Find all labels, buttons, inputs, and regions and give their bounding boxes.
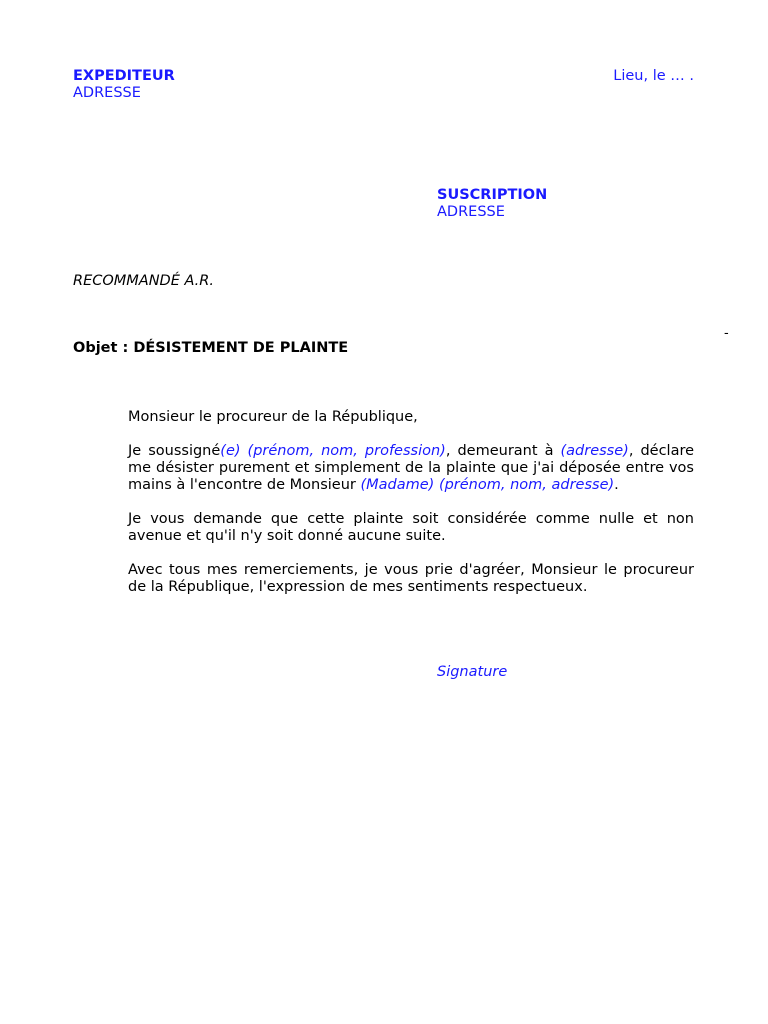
declaration-text-1: Je soussigné bbox=[128, 443, 221, 459]
recipient-name: SUSCRIPTION bbox=[437, 187, 548, 203]
margin-mark: - bbox=[724, 326, 729, 341]
paragraph-closing: Avec tous mes remerciements, je vous prie d'agréer, Monsieur le procureur de la République, l'expression de mes sentiments respectueux. bbox=[128, 562, 694, 595]
place-date: Lieu, le … . bbox=[613, 68, 694, 84]
recipient-block bbox=[437, 187, 547, 221]
declaration-text-2: , demeurant à bbox=[445, 443, 561, 459]
sender-block bbox=[73, 68, 175, 102]
declaration-text-3: , déclare me désister purement et simplement de la plainte que j'ai déposée entre vos mains à l'encontre de Monsieur bbox=[128, 443, 695, 493]
paragraph-declaration bbox=[128, 443, 694, 494]
subject-label: Objet : bbox=[73, 340, 134, 356]
sender-address: ADRESSE bbox=[73, 85, 141, 101]
declaration-text-4: . bbox=[614, 477, 619, 493]
letter-body bbox=[128, 409, 694, 613]
recipient-address: ADRESSE bbox=[437, 204, 505, 220]
signature-placeholder: Signature bbox=[437, 664, 508, 680]
paragraph-request: Je vous demande que cette plainte soit considérée comme nulle et non avenue et qu'il n'y soit donné aucune suite. bbox=[128, 511, 694, 544]
subject-text: DÉSISTEMENT DE PLAINTE bbox=[133, 340, 349, 356]
registered-mail-note: RECOMMANDÉ A.R. bbox=[73, 273, 214, 289]
placeholder-defendant: (Madame) (prénom, nom, adresse) bbox=[360, 477, 615, 493]
salutation: Monsieur le procureur de la République, bbox=[128, 409, 418, 425]
subject-line bbox=[73, 340, 348, 357]
placeholder-identity: (e) (prénom, nom, profession) bbox=[220, 443, 446, 459]
placeholder-address: (adresse) bbox=[560, 443, 629, 459]
sender-name: EXPEDITEUR bbox=[73, 68, 175, 84]
